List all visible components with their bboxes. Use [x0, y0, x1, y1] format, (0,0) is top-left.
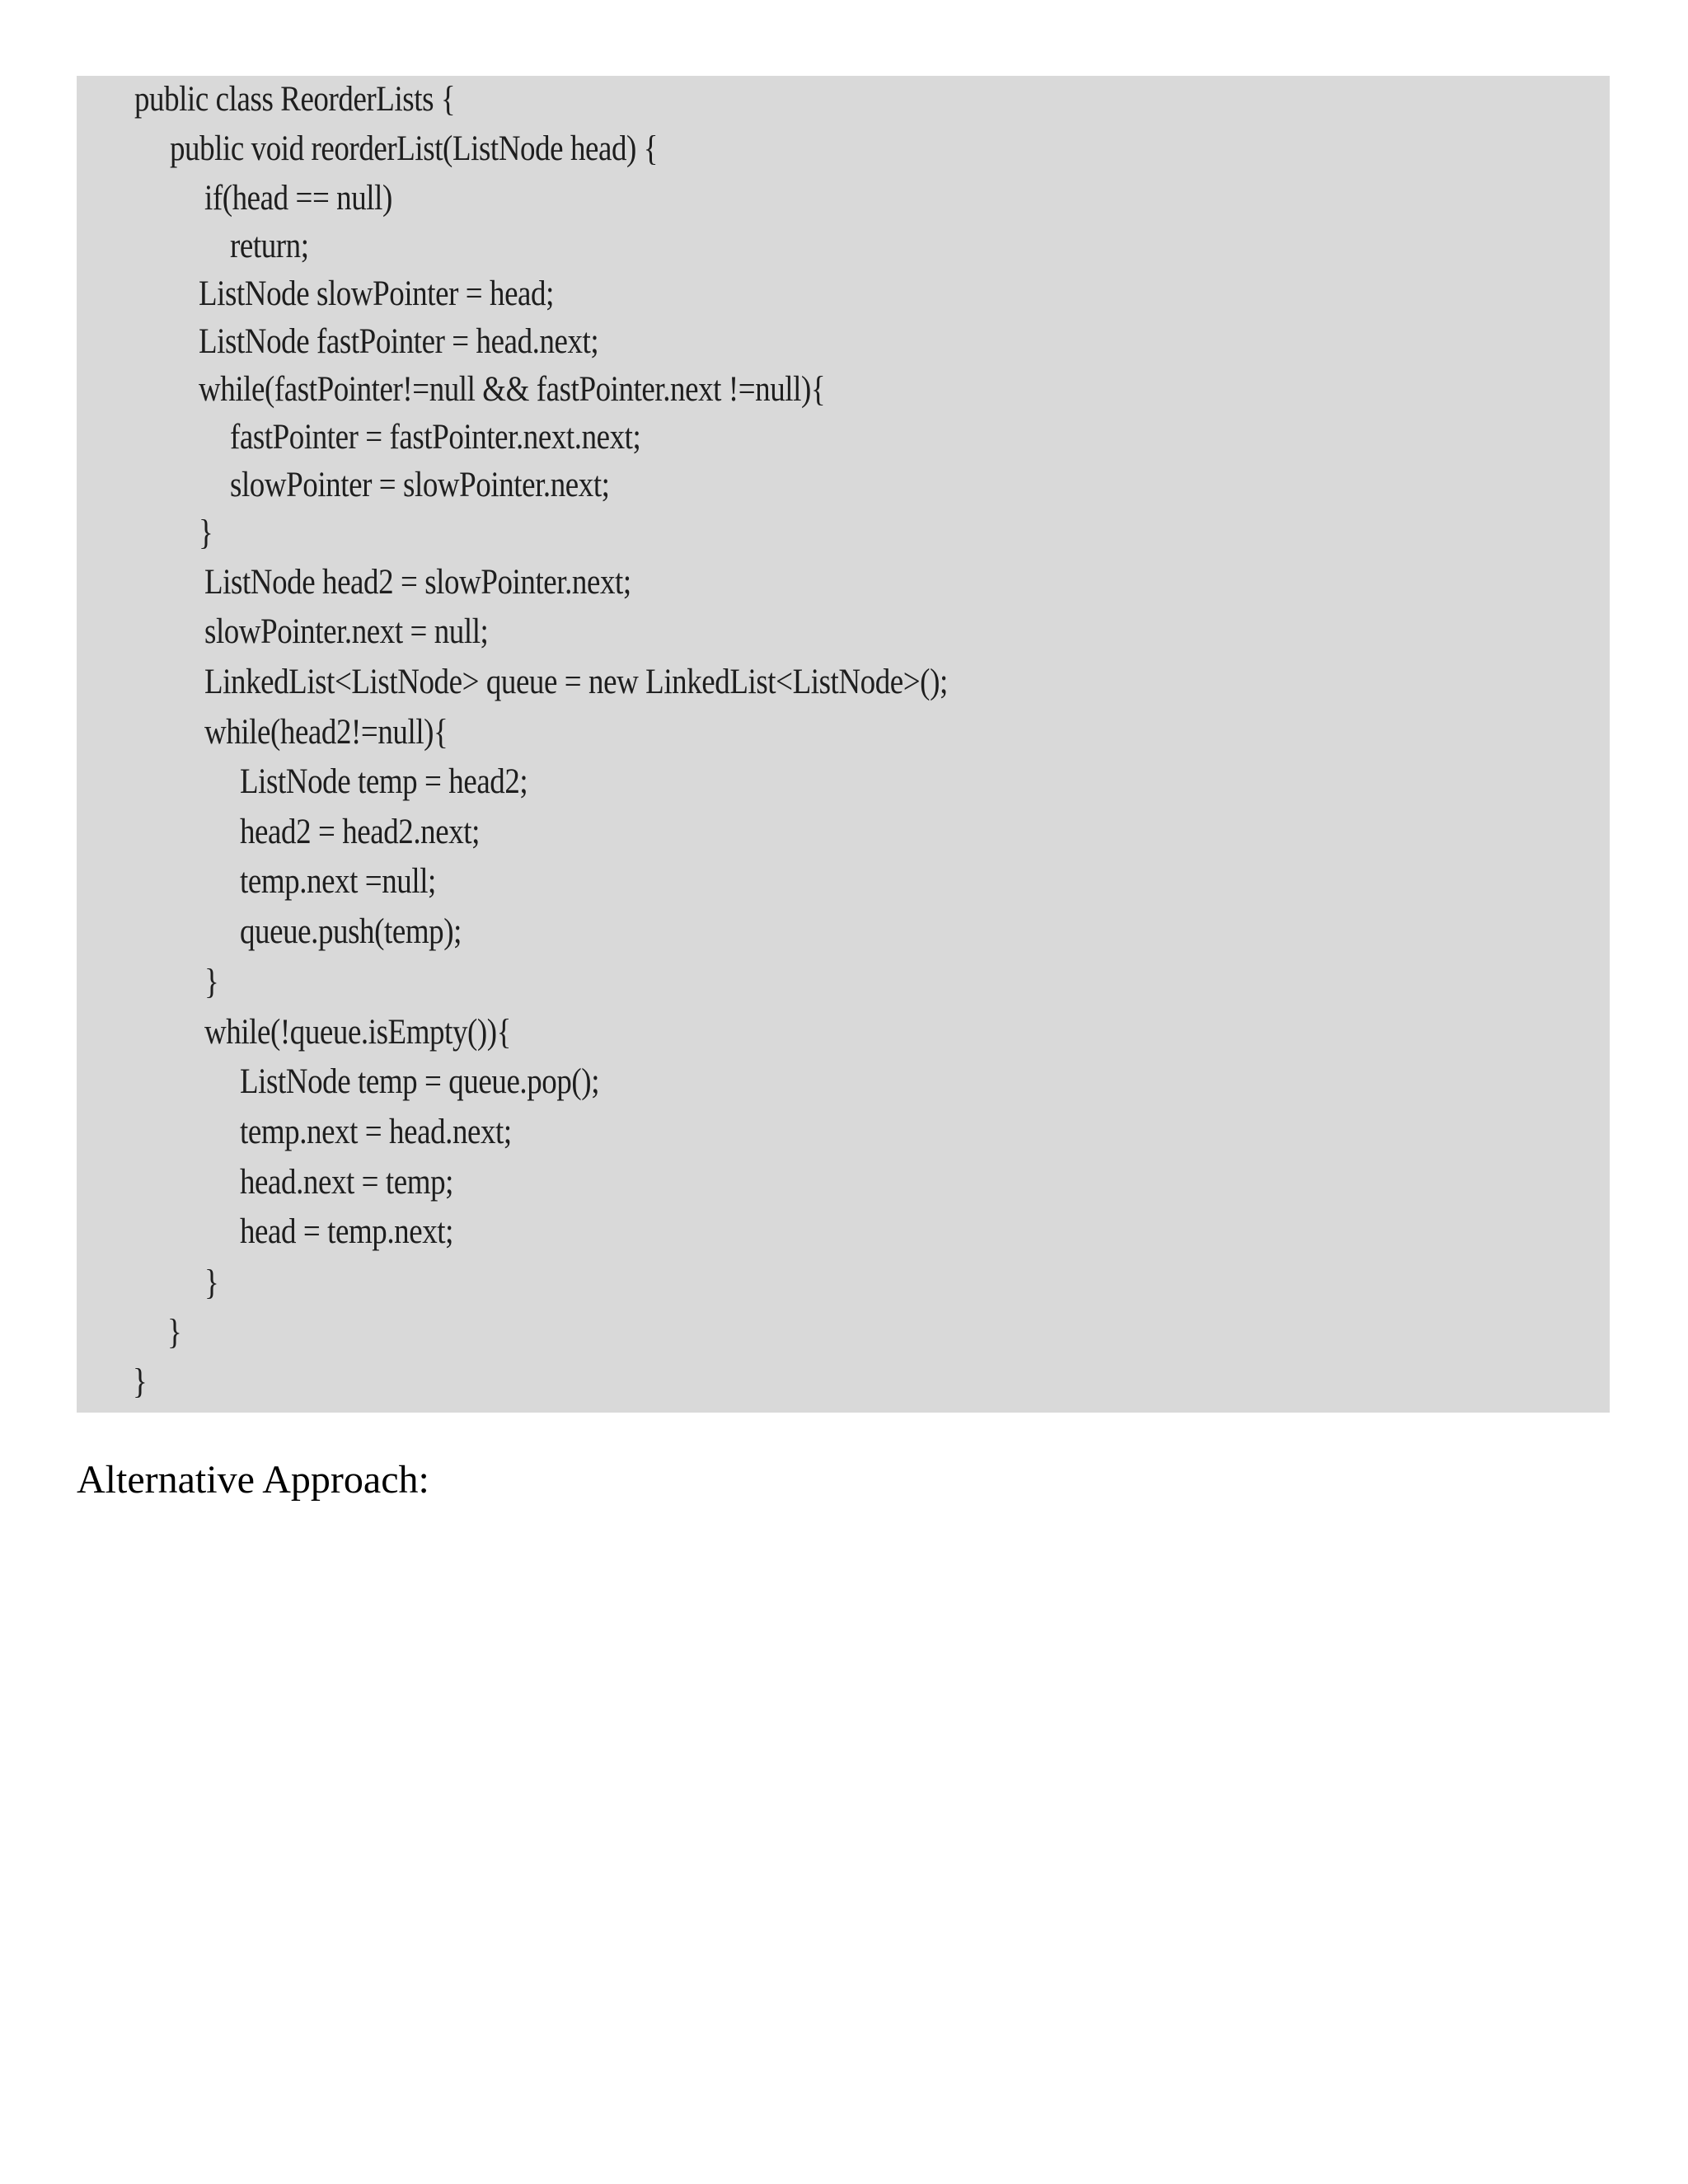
code-line: } — [167, 1313, 182, 1352]
code-line: } — [204, 963, 219, 1001]
code-line: queue.push(temp); — [240, 912, 462, 951]
code-line: slowPointer = slowPointer.next; — [230, 466, 610, 504]
code-line: slowPointer.next = null; — [204, 612, 489, 651]
code-line: } — [199, 513, 213, 552]
code-line: while(!queue.isEmpty()){ — [204, 1013, 511, 1052]
code-line: temp.next =null; — [240, 862, 436, 901]
code-line: if(head == null) — [204, 179, 392, 218]
code-line: while(fastPointer!=null && fastPointer.next !=null){ — [199, 370, 826, 409]
code-line: LinkedList<ListNode> queue = new LinkedList<ListNode>(); — [204, 663, 948, 701]
code-block — [77, 76, 1610, 1413]
code-line: head = temp.next; — [240, 1212, 453, 1251]
code-line: } — [133, 1362, 148, 1401]
code-line: public void reorderList(ListNode head) { — [170, 129, 659, 168]
code-line: while(head2!=null){ — [204, 713, 448, 752]
code-line: } — [204, 1263, 219, 1302]
code-line: head.next = temp; — [240, 1163, 453, 1202]
code-line: ListNode temp = head2; — [240, 762, 528, 801]
code-line: ListNode slowPointer = head; — [199, 274, 554, 313]
code-line: fastPointer = fastPointer.next.next; — [230, 418, 641, 457]
code-line: ListNode head2 = slowPointer.next; — [204, 563, 631, 602]
section-caption: Alternative Approach: — [77, 1458, 429, 1502]
code-line: ListNode fastPointer = head.next; — [199, 322, 599, 361]
code-line: public class ReorderLists { — [134, 80, 456, 119]
code-line: ListNode temp = queue.pop(); — [240, 1062, 600, 1101]
code-line: head2 = head2.next; — [240, 813, 480, 851]
code-line: return; — [230, 227, 309, 265]
code-line: temp.next = head.next; — [240, 1113, 512, 1151]
